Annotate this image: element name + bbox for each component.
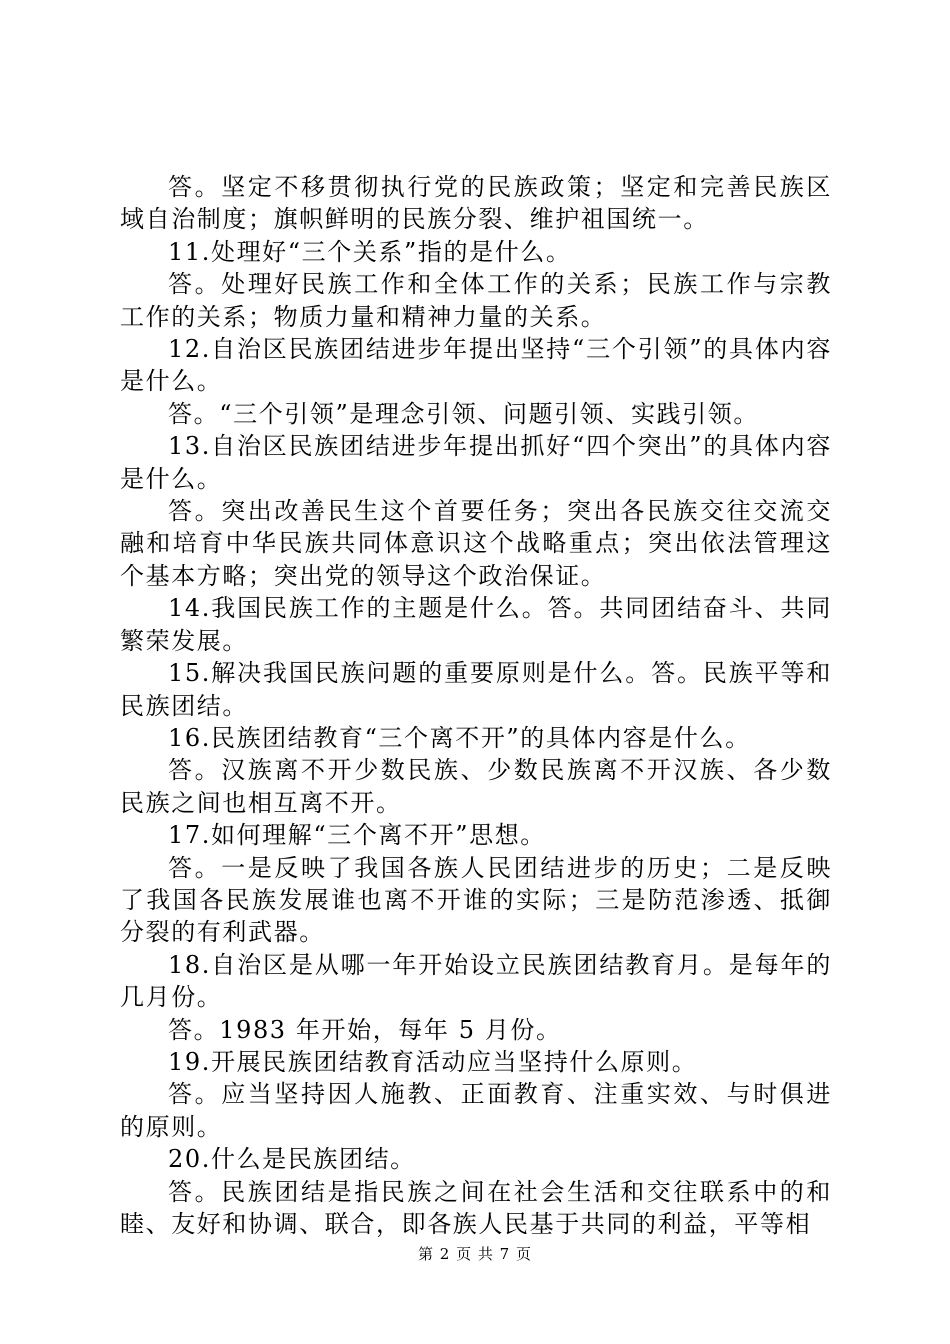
answer-19: 答。应当坚持因人施教、正面教育、注重实效、与时俱进的原则。 bbox=[120, 1080, 832, 1141]
answer-18: 答。1983 年开始，每年 5 月份。 bbox=[168, 1015, 562, 1044]
question-18: 18.自治区是从哪一年开始设立民族团结教育月。是每年的几月份。 bbox=[120, 950, 832, 1012]
answer-17: 答。一是反映了我国各族人民团结进步的历史；二是反映了我国各民族发展谁也离不开谁的实际；三是防范渗透、抵御分裂的有利武器。 bbox=[120, 853, 832, 947]
answer-12: 答。“三个引领”是理念引领、问题引领、实践引领。 bbox=[168, 399, 759, 428]
answer-11: 答。处理好民族工作和全体工作的关系；民族工作与宗教工作的关系；物质力量和精神力量的关系。 bbox=[120, 270, 832, 331]
question-12: 12.自治区民族团结进步年提出坚持“三个引领”的具体内容是什么。 bbox=[120, 335, 832, 396]
question-20: 20.什么是民族团结。 bbox=[168, 1145, 416, 1174]
question-11: 11.处理好“三个关系”指的是什么。 bbox=[168, 237, 572, 266]
document-body bbox=[120, 171, 832, 1240]
question-16: 16.民族团结教育“三个离不开”的具体内容是什么。 bbox=[168, 723, 751, 752]
answer-16: 答。汉族离不开少数民族、少数民族离不开汉族、各少数民族之间也相互离不开。 bbox=[120, 756, 832, 817]
question-15: 15.解决我国民族问题的重要原则是什么。答。民族平等和民族团结。 bbox=[120, 659, 832, 720]
question-19: 19.开展民族团结教育活动应当坚持什么原则。 bbox=[168, 1047, 698, 1076]
answer-13: 答。突出改善民生这个首要任务；突出各民族交往交流交融和培育中华民族共同体意识这个战略重点；突出依法管理这个基本方略；突出党的领导这个政治保证。 bbox=[120, 497, 832, 590]
paragraph: 答。坚定不移贯彻执行党的民族政策；坚定和完善民族区域自治制度；旗帜鲜明的民族分裂、维护祖国统一。 bbox=[120, 173, 832, 234]
answer-20: 答。民族团结是指民族之间在社会生活和交往联系中的和睦、友好和协调、联合，即各族人民基于共同的利益，平等相 bbox=[120, 1177, 832, 1238]
question-13: 13.自治区民族团结进步年提出抓好“四个突出”的具体内容是什么。 bbox=[120, 432, 832, 493]
question-17: 17.如何理解“三个离不开”思想。 bbox=[168, 821, 546, 850]
page-number-footer: 第 2 页 共 7 页 bbox=[418, 1245, 532, 1263]
question-14: 14.我国民族工作的主题是什么。答。共同团结奋斗、共同繁荣发展。 bbox=[120, 594, 832, 655]
